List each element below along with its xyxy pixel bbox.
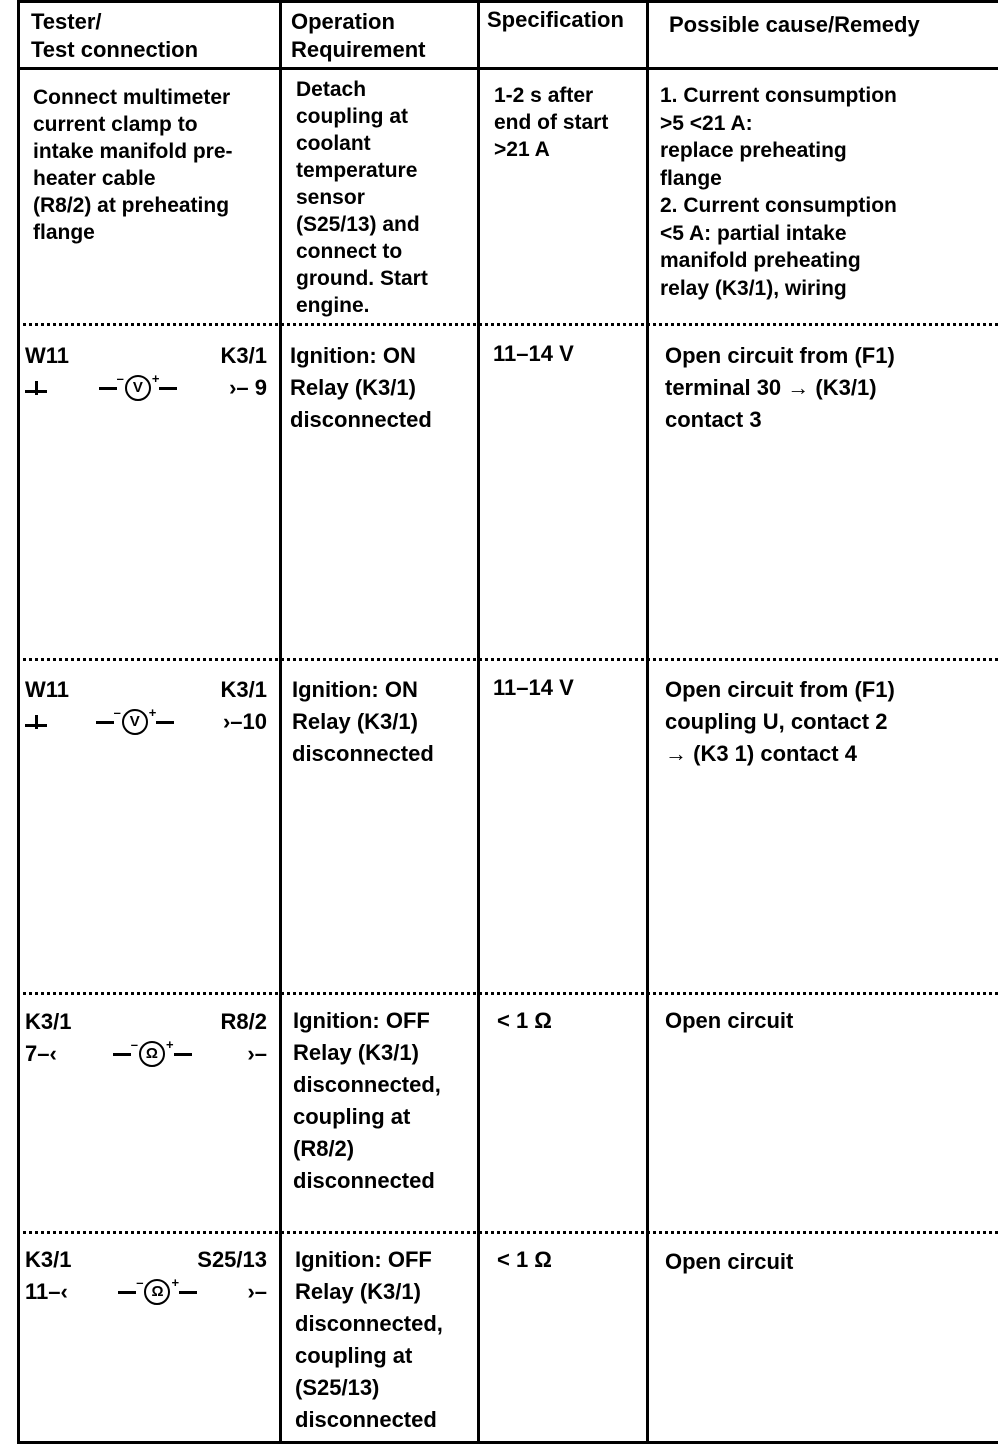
row2-tester xyxy=(25,340,267,404)
connector-socket-icon: › xyxy=(229,375,237,400)
header-operation: Operation Requirement xyxy=(291,9,426,62)
row4-cause: Open circuit xyxy=(665,1008,794,1033)
connector-plug-icon: ‹ xyxy=(49,1041,57,1066)
row1-operation: Detach coupling at coolant temperature sensor (S25/13) and connect to ground. Start engine. xyxy=(296,78,428,317)
row-divider-3 xyxy=(17,992,998,995)
row1-cause: 1. Current consumption >5 <21 A: replace preheating flange 2. Current consumption <5 A: partial intake manifold preheating relay (K3/1), wiring xyxy=(660,84,897,300)
row-divider-4 xyxy=(17,1231,998,1234)
row1-tester: Connect multimeter current clamp to intake manifold pre- heater cable (R8/2) at preheating flange xyxy=(33,86,233,244)
row2-operation xyxy=(290,340,474,436)
row3-operation-state: ON xyxy=(384,677,418,702)
header-divider xyxy=(17,67,998,70)
row4-tester-pin: 7– xyxy=(25,1041,50,1066)
voltmeter-icon: – V + xyxy=(99,372,178,404)
row3-tester xyxy=(25,674,267,738)
column-divider-3 xyxy=(646,0,649,1444)
row3-cause: Open circuit from (F1) coupling U, contact 2 → (K3 1) contact 4 xyxy=(665,677,895,766)
row-divider-1 xyxy=(17,323,998,326)
header-cause: Possible cause/Remedy xyxy=(669,12,920,37)
table-border-bottom xyxy=(17,1441,998,1444)
ohmmeter-icon: – Ω + xyxy=(118,1276,197,1308)
row3-operation xyxy=(292,674,476,770)
row2-tester-relay-label: K3/1 xyxy=(220,343,267,368)
row3-specification: 11–14 V xyxy=(493,675,574,700)
row2-tester-pin: – 9 xyxy=(236,375,267,400)
column-divider-2 xyxy=(477,0,480,1444)
row3-operation-label: Ignition: xyxy=(292,677,385,702)
row2-cause: Open circuit from (F1) terminal 30 → (K3/1) contact 3 xyxy=(665,343,895,432)
row4-specification: < 1 Ω xyxy=(497,1008,552,1033)
row-divider-2 xyxy=(17,658,998,661)
header-specification: Specification xyxy=(487,7,624,32)
row5-operation-label: Ignition: xyxy=(295,1247,388,1272)
row3-tester-ground-label: W11 xyxy=(25,677,70,702)
row5-specification: < 1 Ω xyxy=(497,1247,552,1272)
column-divider-1 xyxy=(279,0,282,1444)
row3-operation-rest: Relay (K3/1) disconnected xyxy=(292,709,434,766)
row3-tester-pin: –10 xyxy=(230,709,267,734)
row4-operation xyxy=(293,1005,477,1197)
table-border-left xyxy=(17,0,20,1444)
ground-symbol-icon xyxy=(25,381,47,395)
connector-plug-icon: ‹ xyxy=(60,1279,68,1304)
row5-tester-pin: 11– xyxy=(25,1279,61,1304)
ohmmeter-icon: – Ω + xyxy=(113,1038,192,1070)
row5-tester-sensor-label: S25/13 xyxy=(197,1247,267,1272)
row5-operation xyxy=(295,1244,479,1436)
row5-tester-relay-label: K3/1 xyxy=(25,1247,72,1272)
row1-specification: 1-2 s after end of start >21 A xyxy=(494,84,609,161)
connector-socket-icon: ›– xyxy=(247,1041,267,1066)
row4-tester-heater-label: R8/2 xyxy=(220,1009,267,1034)
row2-operation-label: Ignition: xyxy=(290,343,383,368)
voltmeter-icon: – V + xyxy=(96,706,175,738)
connector-socket-icon: › xyxy=(222,709,231,734)
ground-symbol-icon xyxy=(25,715,47,729)
row3-tester-relay-label: K3/1 xyxy=(220,677,267,702)
row4-operation-label: Ignition: xyxy=(293,1008,386,1033)
row4-operation-rest: Relay (K3/1) disconnected, coupling at (R8/2) disconnected xyxy=(293,1040,441,1193)
row5-operation-state: OFF xyxy=(387,1247,432,1272)
row2-specification: 11–14 V xyxy=(493,341,574,366)
row4-tester xyxy=(25,1006,267,1070)
table-border-top xyxy=(17,0,998,3)
row4-operation-state: OFF xyxy=(385,1008,430,1033)
test-table xyxy=(17,0,998,1444)
row5-cause: Open circuit xyxy=(665,1249,794,1274)
row5-tester xyxy=(25,1244,267,1308)
row2-operation-state: ON xyxy=(382,343,416,368)
row2-tester-ground-label: W11 xyxy=(25,343,70,368)
row4-tester-relay-label: K3/1 xyxy=(25,1009,72,1034)
row2-operation-rest: Relay (K3/1) disconnected xyxy=(290,375,432,432)
connector-socket-icon: ›– xyxy=(247,1279,267,1304)
header-tester: Tester/ Test connection xyxy=(31,9,199,62)
row5-operation-rest: Relay (K3/1) disconnected, coupling at (S25/13) disconnected xyxy=(295,1279,443,1432)
